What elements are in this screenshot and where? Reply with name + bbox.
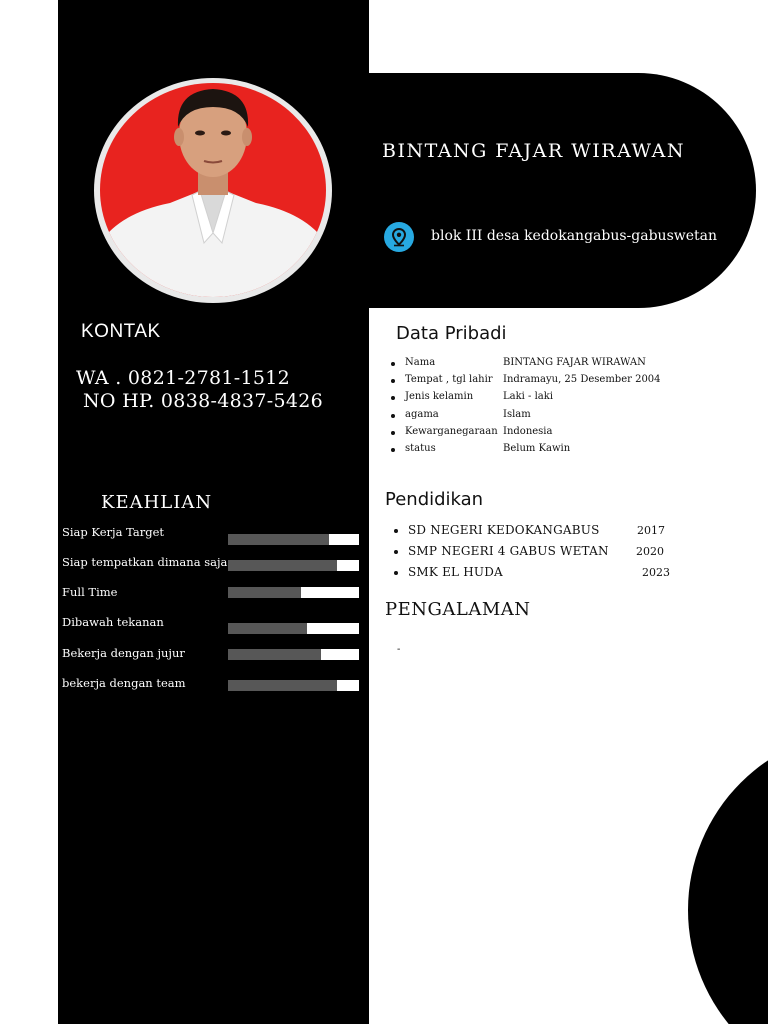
skill-bar-fill (228, 587, 301, 598)
skill-bar (228, 623, 359, 634)
skill-item (62, 676, 362, 700)
pendidikan-heading: Pendidikan (385, 489, 484, 510)
full-name-title: BINTANG FAJAR WIRAWAN (382, 140, 685, 162)
education-year: 2023 (642, 566, 670, 579)
skill-item (62, 555, 362, 579)
data-pribadi-value: Indonesia (503, 426, 553, 437)
profile-photo (100, 83, 326, 297)
data-pribadi-key: Jenis kelamin (405, 391, 474, 402)
bullet-dot (391, 448, 395, 452)
bullet-dot (391, 431, 395, 435)
skill-label: Siap Kerja Target (62, 525, 165, 539)
data-pribadi-value: Indramayu, 25 Desember 2004 (503, 374, 661, 385)
skill-bar-fill (228, 623, 307, 634)
pengalaman-content: - (397, 644, 401, 655)
bullet-dot (391, 396, 395, 400)
skill-bar (228, 534, 359, 545)
skill-bar-fill (228, 680, 337, 691)
location-pin-icon (384, 222, 414, 252)
skill-bar (228, 560, 359, 571)
bullet-dot (391, 414, 395, 418)
skill-bar (228, 587, 359, 598)
skill-bar (228, 649, 359, 660)
bullet-dot (391, 362, 395, 366)
bullet-dot (394, 571, 398, 575)
education-item (394, 544, 684, 564)
data-pribadi-key: Kewarganegaraan (405, 426, 498, 437)
keahlian-heading: KEAHLIAN (101, 492, 213, 513)
address-text: blok III desa kedokangabus-gabuswetan (431, 228, 718, 244)
skill-label: Full Time (62, 585, 118, 599)
education-school: SMP NEGERI 4 GABUS WETAN (408, 544, 609, 558)
skill-label: Dibawah tekanan (62, 615, 164, 629)
person-portrait-illustration (100, 83, 326, 297)
skill-label: bekerja dengan team (62, 676, 186, 690)
whatsapp-number: WA . 0821-2781-1512 (76, 367, 291, 389)
skill-item (62, 525, 362, 549)
skill-item (62, 615, 362, 639)
decorative-circle (688, 730, 768, 1024)
bullet-dot (394, 529, 398, 533)
data-pribadi-value: Belum Kawin (503, 443, 571, 454)
skill-label: Siap tempatkan dimana saja (62, 555, 228, 569)
header-banner (369, 73, 756, 308)
data-pribadi-value: Laki - laki (503, 391, 554, 402)
data-pribadi-key: Tempat , tgl lahir (405, 374, 493, 385)
data-pribadi-key: agama (405, 409, 439, 420)
data-pribadi-key: Nama (405, 357, 436, 368)
skill-bar-fill (228, 534, 329, 545)
skill-item (62, 585, 362, 609)
education-item (394, 523, 684, 543)
bullet-dot (394, 550, 398, 554)
skill-item (62, 646, 362, 670)
skill-label: Bekerja dengan jujur (62, 646, 185, 660)
bullet-dot (391, 379, 395, 383)
data-pribadi-value: Islam (503, 409, 531, 420)
education-year: 2017 (637, 524, 665, 537)
education-item (394, 565, 684, 585)
phone-number: NO HP. 0838-4837-5426 (83, 390, 324, 412)
pengalaman-heading: PENGALAMAN (385, 599, 531, 620)
skill-bar-fill (228, 649, 321, 660)
education-school: SMK EL HUDA (408, 565, 503, 579)
education-year: 2020 (636, 545, 664, 558)
skill-bar-fill (228, 560, 337, 571)
education-school: SD NEGERI KEDOKANGABUS (408, 523, 600, 537)
data-pribadi-heading: Data Pribadi (396, 323, 507, 344)
data-pribadi-value: BINTANG FAJAR WIRAWAN (503, 357, 646, 368)
skill-bar (228, 680, 359, 691)
kontak-heading: KONTAK (81, 321, 161, 342)
data-pribadi-key: status (405, 443, 436, 454)
